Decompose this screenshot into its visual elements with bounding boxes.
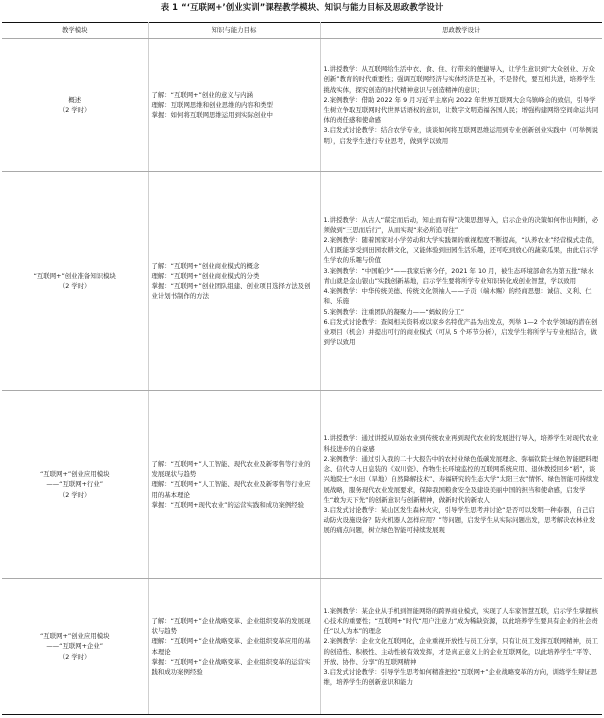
design-item: 6.启发式讨论教学：查阅相关资料或以家乡名特优产品为出发点，列举 1—2 个农学领域的潜在创业项目（机会）并提出可行的商业模式（可从 5 个环节分析），启发学生将所学与专业相结合，做到学以致用 — [323, 317, 598, 347]
curriculum-table — [2, 22, 602, 715]
module-cell — [2, 172, 148, 391]
design-item: 2.案例教学：借助 2022 年 9 月习近平主席向 2022 年世界互联网大会乌镇峰会的致信，引导学生树立争取互联网时代世界话语权的意识，让数字文明造福各国人民；增强构建网络空间命运共同体的责任感和使命感 — [323, 95, 599, 125]
module-hours: （2 学时） — [58, 282, 91, 290]
goal-item: 掌握：“互联网+现代农业”的运营实践和成功案例经验 — [151, 500, 305, 509]
design-item: 1.案例教学：某企业从手机到智能网络的跨界商业模式，实现了人车家智慧互联，启示学生掌握核心技术的重要性；“互联网+”时代“用户注意力”成为稀缺资源，以此培养学生要具有企业的社会责任“以人为本”的理念 — [323, 606, 599, 636]
design-item: 3.启发式讨论教学：引导学生思考如何精准把控“互联网+”企业战略变革的方向，训练学生辩证思维，培养学生的创新意识和能力 — [323, 667, 598, 687]
goal-item: 了解：“互联网+”创业的意义与内涵 — [151, 90, 253, 99]
design-item: 2.案例教学：通过引入我的二十大报告中的农村业绿色低碳发展理念、弥福钦院士绿色智能肥料理念、信代寺人日息装的《双川瓷》、作物生长环境监控的互联网系统应用、退休教授回乡“稻”，谈兴地院士“水田（旱地）自然降解技术”、寿福研究的生态大学“太阳三农”情怀、绿色智能可持续发展战略，服务现代农业发展要求，保障我国粮食安全及建设美丽中国的担当和使命感，启发学生“敢为天下先”的创新意识与创新精神，做新时代的新农人 — [323, 454, 599, 504]
goal-item: 理解：“互联网+”创业商业模式的分类 — [151, 271, 260, 280]
design-item: 3.案例教学：“中国帕少”——我家后寨今仔，2021 年 10 月，被生态环境部命名为第五批“绿水青山就是金山银山”实践创新基地，启示学生要将所学专业知识转化成创业智慧，学以致用 — [323, 266, 594, 285]
header-goals: 知识与能力目标 — [148, 23, 320, 39]
goal-item: 理解：“互联网+”企业战略变革、企业组织变革应用的基本理论 — [151, 637, 311, 656]
design-item: 2.案例教学：随着国家对小学劳动和大学实践课的重视程度不断提高，“认养农业”经营模式走俏，人们既能享受到田园农耕文化，又能体验到田园生活乐趣，还可吃到放心的蔬菜瓜果，由此启示学生学农的乐趣与价值 — [323, 236, 599, 265]
design-item: 3.启发式讨论教学：某山区发生森林火灾，引导学生思考并讨论“是否可以发明一种泰器，自己启动防火设施设备？防火机器人怎样应用？”等问题，启发学生从实际问题出发，思考解决农林业发展的痛点问题，树立绿色智能可持续发展观 — [323, 505, 596, 535]
design-cell — [320, 391, 602, 579]
goal-item: 掌握：如何将互联网思维运用到实际创业中 — [151, 111, 273, 120]
module-name: “互联网+”创业应用模块 — [40, 470, 110, 479]
header-design: 思政教学设计 — [320, 23, 602, 39]
module-subtitle: ——“互联网+行业” — [46, 480, 104, 489]
design-cell — [320, 172, 602, 391]
goals-cell — [148, 39, 320, 172]
header-module: 教学模块 — [2, 23, 148, 39]
design-item: 2.案例教学：企业文化互联网化，企业重视开放性与员工分享，只有让员工发挥互联网精神，员工的创造性、积极性、主动性被有效发挥，才是真正意义上的企业互联网化，以此培养学生“平等、开放、协作、分享”的互联网精神 — [323, 637, 599, 666]
table-header-row — [2, 23, 602, 39]
design-item: 1.讲授教学：通过讲授从原始农业到传统农业再到现代农业的发展进行导入，培养学生对现代农业科技进步的自豪感 — [323, 434, 599, 453]
module-hours: （2 学时） — [58, 106, 91, 114]
module-subtitle: ——“互联网+企业” — [46, 642, 104, 651]
design-item: 1.讲授教学：从古人“谋定而后动，知止而有得”决策思想导入，启示企业的决策如何作出判断，必须做到“三思而后行”，从而实现“来必所追寻往” — [323, 215, 599, 234]
goal-item: 了解：“互联网+”创业商业模式的概念 — [151, 261, 260, 270]
table-row — [2, 172, 602, 391]
module-hours: （2 学时） — [58, 652, 91, 661]
module-hours: （2 学时） — [58, 490, 91, 499]
goal-item: 理解：“互联网+”人工智能、现代农业及新零售等行业应用的基本理论 — [151, 480, 311, 499]
design-cell — [320, 579, 602, 715]
goals-cell — [148, 172, 320, 391]
goal-item: 掌握：“互联网+”创业团队组建、创业项目选择方法及创业计划书制作的方法 — [151, 282, 311, 301]
table-row — [2, 39, 602, 172]
goals-cell — [148, 579, 320, 715]
goal-item: 理解：互联网思维和创业思维的内容和类型 — [151, 100, 273, 109]
table-row — [2, 391, 602, 579]
module-name: 概述 — [68, 95, 82, 104]
module-cell — [2, 579, 148, 715]
goal-item: 了解：“互联网+”人工智能、现代农业及新零售等行业的发展现状与趋势 — [151, 459, 311, 479]
table-row — [2, 579, 602, 715]
module-name: “互联网+”创业准备知识模块 — [33, 271, 116, 280]
design-item: 5.案例教学：注重团队的凝聚力——“蚂蚁的分工” — [323, 307, 465, 316]
design-item: 3.启发式讨论教学：结合农学专业，谈谈如何将互联网思维运用到专业创新创业实践中（可举例说明），启发学生进行专业思考，做到学以致用 — [323, 126, 599, 145]
table-caption: 表 1 “‘互联网+’创业实训”课程教学模块、知识与能力目标及思政教学设计 — [160, 2, 444, 12]
design-item: 4.案例教学：中华传统美德、传统文化领袖人——子贡（端木赐）的经商思想：诚信、义利、仁和、乐施 — [323, 287, 592, 306]
module-name: “互联网+”创业应用模块 — [40, 632, 110, 641]
module-cell — [2, 39, 148, 172]
goal-item: 了解：“互联网+”企业战略变革、企业组织变革的发展现状与趋势 — [151, 616, 311, 636]
module-cell — [2, 391, 148, 579]
design-item: 1.讲授教学：从互联网给生活中衣、食、住、行带来的便捷导入，让学生意识到“大众创业、万众创新”教育的时代重要性；强调互联网经济与实体经济是互补，不是替代，要互相共进，培养学生挑战实体，探究创造的时代精神意识与创造精神的意识； — [323, 65, 596, 94]
goals-cell — [148, 391, 320, 579]
design-cell — [320, 39, 602, 172]
goal-item: 掌握：“互联网+”企业战略变革、企业组织变革的运营实践和成功案例经验 — [151, 657, 311, 676]
